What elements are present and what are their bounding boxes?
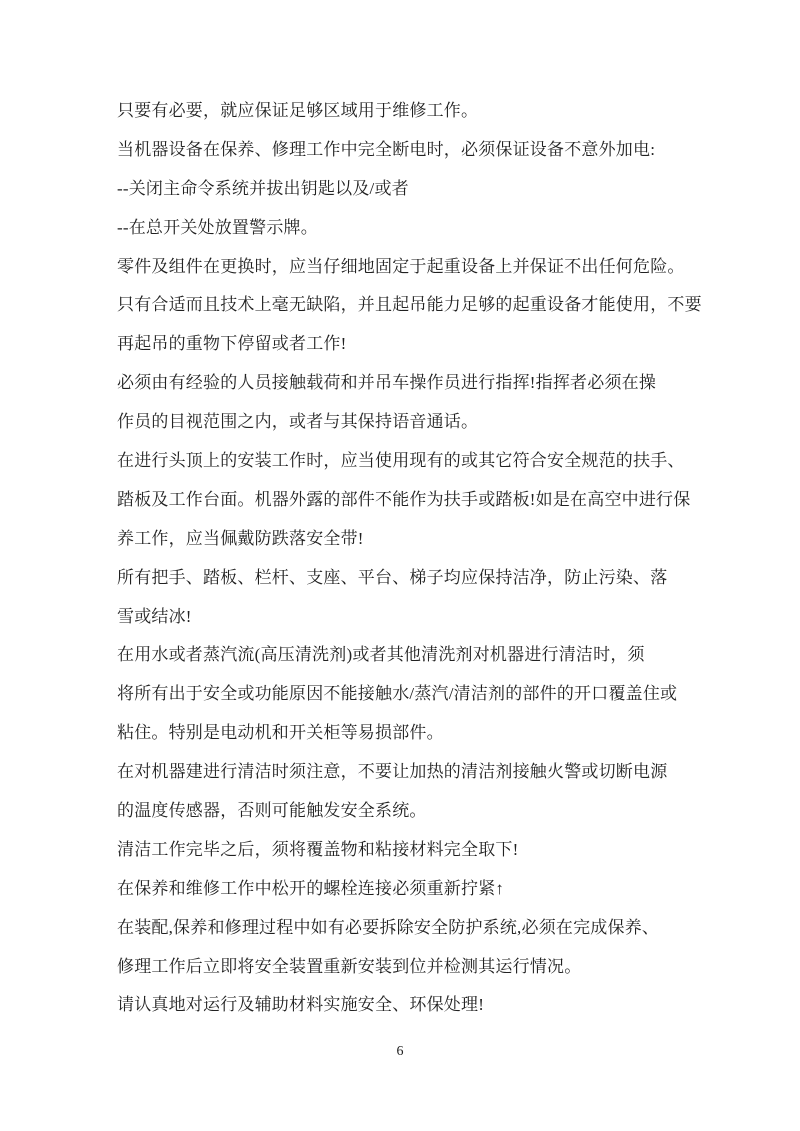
text-line: 养工作，应当佩戴防跌落安全带! <box>117 528 364 548</box>
text-line: 修理工作后立即将安全装置重新安装到位并检测其运行情况。 <box>117 956 582 976</box>
text-line: 请认真地对运行及辅助材料实施安全、环保处理! <box>117 995 485 1015</box>
text-line: 在对机器建进行清洁时须注意，不要让加热的清洁剂接触火警或切断电源 <box>117 762 668 782</box>
text-line: --在总开关处放置警示牌。 <box>117 217 318 237</box>
text-line: 当机器设备在保养、修理工作中完全断电时，必须保证设备不意外加电: <box>117 139 656 159</box>
text-line: 在用水或者蒸汽流(高压清洗剂)或者其他清洗剂对机器进行清洁时，须 <box>117 645 645 665</box>
text-line: 零件及组件在更换时，应当仔细地固定于起重设备上并保证不出任何危险。 <box>117 256 685 276</box>
text-line: 粘住。特别是电动机和开关柜等易损部件。 <box>117 723 444 743</box>
text-line: 的温度传感器，否则可能触发安全系统。 <box>117 801 427 821</box>
text-line: 雪或结冰! <box>117 606 192 626</box>
text-line: 清洁工作完毕之后，须将覆盖物和粘接材料完全取下! <box>117 839 519 859</box>
text-line: 作员的目视范围之内，或者与其保持语音通话。 <box>117 412 479 432</box>
text-line: 再起吊的重物下停留或者工作! <box>117 334 347 354</box>
text-line: 只有合适而且技术上毫无缺陷，并且起吊能力足够的起重设备才能使用，不要 <box>117 295 702 315</box>
text-line: 踏板及工作台面。机器外露的部件不能作为扶手或踏板!如是在高空中进行保 <box>117 489 691 509</box>
text-line: 只要有必要，就应保证足够区域用于维修工作。 <box>117 101 479 120</box>
document-text-block <box>117 92 737 1025</box>
text-line: 必须由有经验的人员接触载荷和并吊车操作员进行指挥!指挥者必须在操 <box>117 373 657 393</box>
text-line: 在装配,保养和修理过程中如有必要拆除安全防护系统,必须在完成保养、 <box>117 917 660 937</box>
text-line: 将所有出于安全或功能原因不能接触水/蒸汽/清洁剂的部件的开口覆盖住或 <box>117 684 678 704</box>
text-line: 在进行头顶上的安装工作时，应当使用现有的或其它符合安全规范的扶手、 <box>117 451 685 471</box>
text-line: 所有把手、踏板、栏杆、支座、平台、梯子均应保持洁净，防止污染、落 <box>117 567 668 587</box>
text-line: 在保养和维修工作中松开的螺栓连接必须重新拧紧↑ <box>117 878 505 898</box>
page-number: 6 <box>396 1044 404 1059</box>
text-line: --关闭主命令系统并拔出钥匙以及/或者 <box>117 178 409 198</box>
